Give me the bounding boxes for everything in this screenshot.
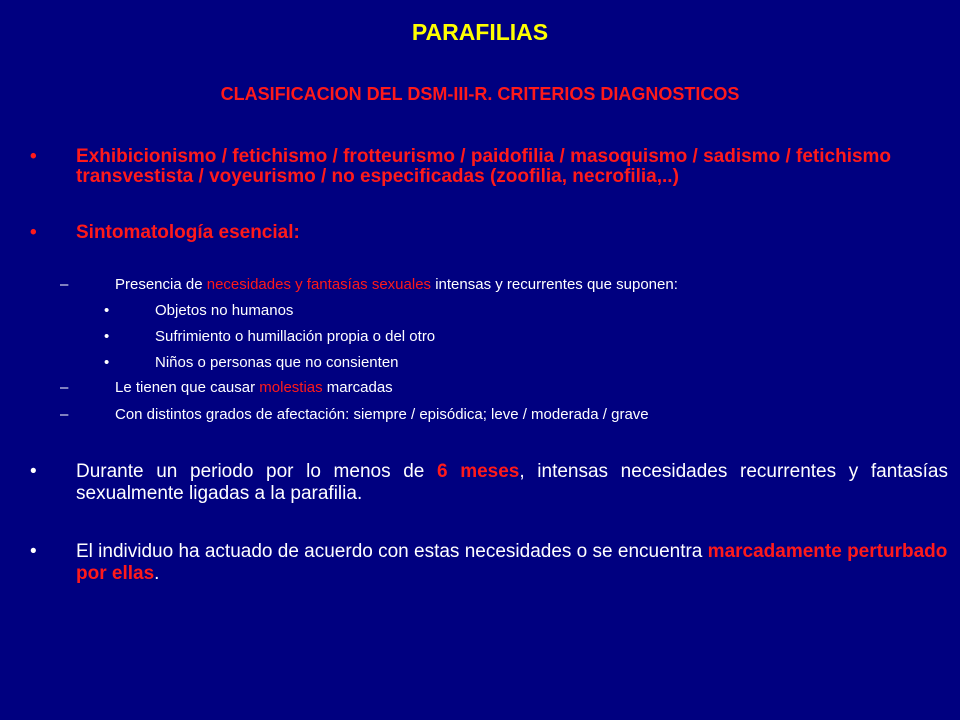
bullet-marker: • <box>104 302 110 319</box>
molestias-pre-text: Le tienen que causar <box>115 379 260 396</box>
bullet-paraphilia-types <box>0 147 960 187</box>
needs-post-text: intensas y recurrentes que suponen: <box>431 276 678 293</box>
bullet-marker: • <box>30 222 37 243</box>
individual-pre-text: El individuo ha actuado de acuerdo con estas necesidades o se encuentra <box>76 541 708 562</box>
bullet-marker: • <box>104 328 110 345</box>
dash-marker: – <box>60 406 69 423</box>
essential-symptoms-heading: Sintomatología esencial: <box>76 222 300 243</box>
list-item <box>0 302 960 320</box>
duration-pre-text: Durante un periodo por lo menos de <box>76 461 437 482</box>
grados-text: Con distintos grados de afectación: siempre / episódica; leve / moderada / grave <box>115 406 649 423</box>
individual-post-text: . <box>154 563 160 584</box>
duration-post-text: , intensas necesidades recurrentes y fantasías sexualmente ligadas a la parafilia. <box>76 461 948 504</box>
sub-item-text: Objetos no humanos <box>155 302 294 319</box>
list-item <box>0 328 960 346</box>
bullet-duration <box>0 461 960 505</box>
sub-list <box>0 302 960 372</box>
bullet-essential-symptoms <box>0 223 960 243</box>
duration-highlight-text: 6 meses <box>436 461 520 482</box>
bullet-marker: • <box>30 461 37 482</box>
dash-marker: – <box>60 276 69 293</box>
list-item <box>0 354 960 372</box>
molestias-highlight-text: molestias <box>259 379 323 396</box>
sub-item-text: Niños o personas que no consienten <box>155 354 399 371</box>
paraphilia-types-text: Exhibicionismo / fetichismo / frotteurismo / paidofilia / masoquismo / sadismo / fetichismo transvestista / voyeurismo / no especificadas (zoofilia, necrofilia,..) <box>76 146 892 187</box>
needs-pre-text: Presencia de <box>115 276 207 293</box>
sub-item-text: Sufrimiento o humillación propia o del otro <box>155 328 436 345</box>
sub-item-grados <box>0 406 960 424</box>
bullet-marker: • <box>104 354 110 371</box>
sub-item-molestias <box>0 379 960 397</box>
individual-highlight-text: marcadamente perturbado por ellas <box>76 541 948 584</box>
bullet-marker: • <box>30 146 37 167</box>
bullet-individual <box>0 541 960 585</box>
molestias-post-text: marcadas <box>322 379 393 396</box>
dash-marker: – <box>60 379 69 396</box>
slide-subtitle: CLASIFICACION DEL DSM-III-R. CRITERIOS DIAGNOSTICOS <box>220 84 740 104</box>
slide-title: PARAFILIAS <box>411 19 549 45</box>
bullet-marker: • <box>30 541 37 562</box>
needs-highlight-text: necesidades y fantasías sexuales <box>206 276 432 293</box>
sub-item-needs-fantasies <box>0 276 960 294</box>
